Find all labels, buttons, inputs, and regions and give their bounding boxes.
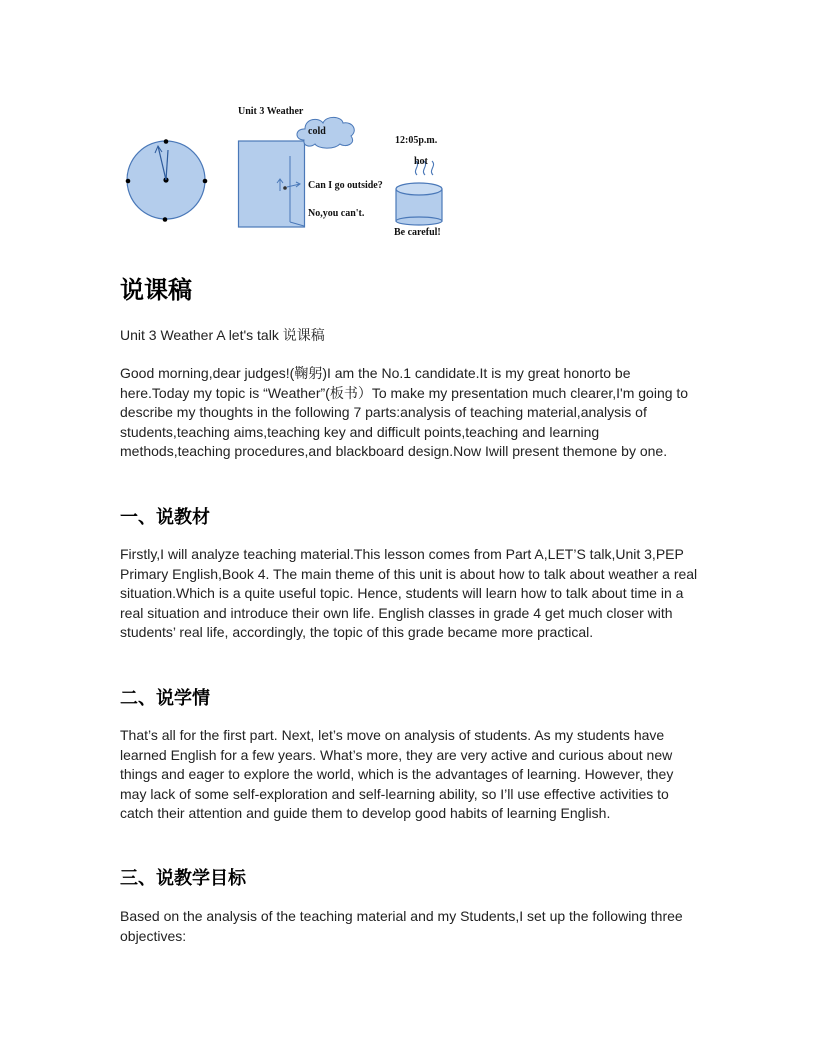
section-paragraph: That’s all for the first part. Next, let’s move on analysis of students. As my students have learned English for a few years. What’s more, they are very active and curious about new things and eager to explore the world, which is the advantages of learning. However, they may lack of some self-exploration and self-learning ability, so I’ll use effective activities to catch their attention and guide them to develop good habits of learning English. [120, 727, 674, 822]
hot-label: hot [414, 156, 428, 167]
question-label: Can I go outside? [308, 180, 383, 191]
figure-title: Unit 3 Weather [238, 106, 304, 117]
door-knob [283, 186, 287, 190]
clock-dot-left [126, 179, 131, 184]
answer-label: No,you can't. [308, 208, 365, 219]
section-paragraph: Based on the analysis of the teaching material and my Students,I set up the following three objectives: [120, 908, 683, 944]
page-title: 说课稿 [120, 277, 192, 304]
pot-top [396, 183, 442, 195]
blackboard-figure [120, 100, 460, 245]
time-label: 12:05p.m. [395, 135, 438, 146]
warning-label: Be careful! [394, 227, 441, 238]
door-icon [239, 141, 305, 227]
figure-drawing [120, 100, 460, 245]
intro-paragraph: Good morning,dear judges!(鞠躬)I am the No.1 candidate.It is my great honorto be here.Today my topic is “Weather”(板书）To make my presentation much clearer,I'm going to describe my thoughts in the following 7 parts:analysis of teaching material,analysis of students,teaching aims,teaching key and difficult points,teaching and learning methods,teaching procedures,and blackboard design.Now Iwill present themone by one. [120, 365, 689, 460]
section-heading: 二、说学情 [120, 688, 210, 708]
section-paragraph: Firstly,I will analyze teaching material.This lesson comes from Part A,LET’S talk,Unit 3,PEP Primary English,Book 4. The main theme of this unit is about how to talk about weather a real situation.Which is a quite useful topic. Hence, students will learn how to talk about time in a real situation and introduce their own life. English classes in grade 4 get much closer with students’ real life, accordingly, the topic of this grade became more practical. [120, 546, 698, 641]
cloud-label: cold [308, 126, 326, 137]
subtitle: Unit 3 Weather A let's talk 说课稿 [120, 327, 325, 343]
clock-dot-right [203, 179, 208, 184]
section-heading: 一、说教材 [120, 507, 210, 527]
clock-dot-top [164, 139, 169, 144]
clock-dot-bottom [163, 217, 168, 222]
section-heading: 三、说教学目标 [120, 868, 246, 888]
